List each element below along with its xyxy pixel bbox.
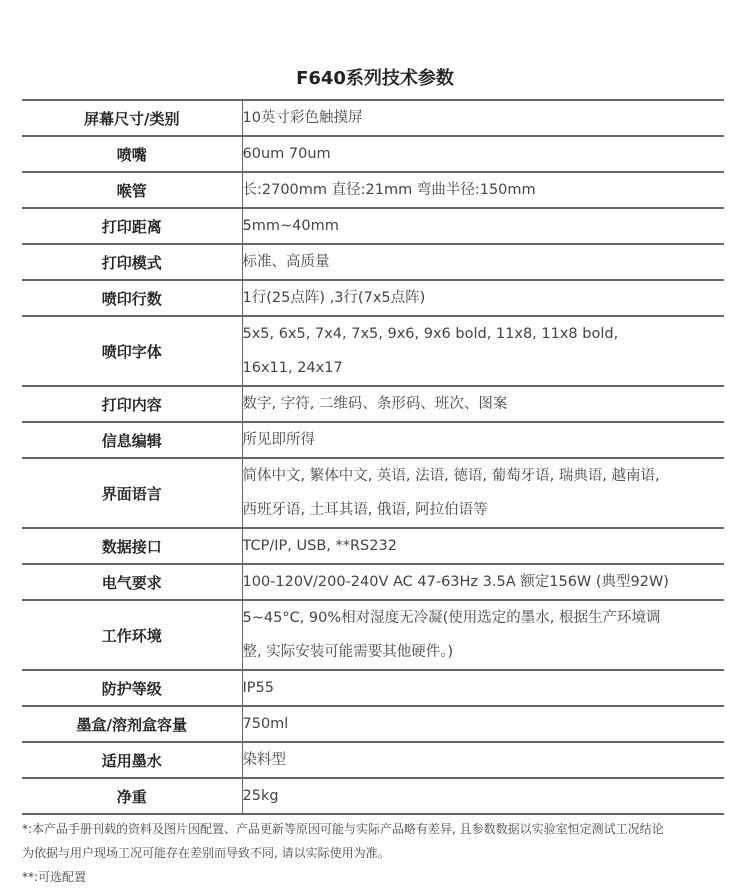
spec-row (22, 100, 724, 136)
spec-value (242, 100, 724, 136)
spec-value (242, 600, 724, 670)
spec-label: 适用墨水 (22, 742, 242, 778)
spec-label: 防护等级 (22, 670, 242, 706)
spec-label: 信息编辑 (22, 422, 242, 458)
spec-value-line: 16x11, 24x17 (242, 360, 343, 376)
spec-value (242, 208, 724, 244)
spec-row (22, 172, 724, 208)
spec-value-line: 5~45°C, 90%相对湿度无冷凝(使用选定的墨水, 根据生产环境调 (242, 610, 661, 626)
footnote-optional: **:可选配置 (22, 870, 87, 884)
spec-value (242, 244, 724, 280)
spec-value-line: IP55 (242, 680, 274, 696)
spec-label: 电气要求 (22, 564, 242, 600)
footnote-disclaimer-line1: *:本产品手册刊载的资料及图片因配置、产品更新等原因可能与实际产品略有差异, 且参数数据以实验室恒定测试工况结论 (22, 822, 664, 836)
footnote-disclaimer-line2: 为依据与用户现场工况可能存在差别而导致不同, 请以实际使用为准。 (22, 846, 390, 860)
spec-value-line: 长:2700mm 直径:21mm 弯曲半径:150mm (242, 182, 536, 198)
spec-value-line: 60um 70um (242, 146, 331, 162)
spec-value-line: 所见即所得 (242, 432, 315, 448)
spec-value (242, 172, 724, 208)
spec-label: 工作环境 (22, 600, 242, 670)
spec-label: 界面语言 (22, 458, 242, 528)
spec-label: 喷印行数 (22, 280, 242, 316)
spec-value-line: 100-120V/200-240V AC 47-63Hz 3.5A 额定156W (典型92W) (242, 574, 669, 590)
spec-row (22, 706, 724, 742)
spec-value-line: 整, 实际安装可能需要其他硬件。) (242, 644, 454, 660)
page-title: F640系列技术参数 (296, 68, 454, 89)
spec-value-line: 750ml (242, 716, 289, 732)
spec-row (22, 742, 724, 778)
spec-value (242, 706, 724, 742)
spec-row (22, 136, 724, 172)
spec-label: 数据接口 (22, 528, 242, 564)
spec-value-line: 1行(25点阵) ,3行(7x5点阵) (242, 290, 426, 306)
spec-row (22, 422, 724, 458)
spec-row (22, 458, 724, 528)
spec-row (22, 600, 724, 670)
spec-label: 喷印字体 (22, 316, 242, 386)
spec-row (22, 670, 724, 706)
spec-value-line: 25kg (242, 788, 279, 804)
spec-row (22, 778, 724, 814)
spec-value-line: 标准、高质量 (242, 254, 330, 270)
spec-value (242, 564, 724, 600)
spec-row (22, 528, 724, 564)
spec-label: 打印距离 (22, 208, 242, 244)
spec-value (242, 742, 724, 778)
spec-label: 墨盒/溶剂盒容量 (22, 706, 242, 742)
spec-value (242, 136, 724, 172)
spec-value-line: TCP/IP, USB, **RS232 (242, 538, 397, 554)
spec-value (242, 386, 724, 422)
spec-label: 打印模式 (22, 244, 242, 280)
spec-value (242, 778, 724, 814)
spec-value (242, 280, 724, 316)
spec-value (242, 422, 724, 458)
footnotes (22, 817, 727, 889)
spec-label: 喷嘴 (22, 136, 242, 172)
spec-value (242, 670, 724, 706)
spec-value-line: 西班牙语, 土耳其语, 俄语, 阿拉伯语等 (242, 502, 488, 518)
spec-value-line: 5x5, 6x5, 7x4, 7x5, 9x6, 9x6 bold, 11x8, 11x8 bold, (242, 326, 619, 342)
spec-row (22, 564, 724, 600)
spec-value-line: 简体中文, 繁体中文, 英语, 法语, 德语, 葡萄牙语, 瑞典语, 越南语, (242, 468, 660, 484)
spec-value-line: 数字, 字符, 二维码、条形码、班次、图案 (242, 396, 508, 412)
spec-label: 打印内容 (22, 386, 242, 422)
spec-value (242, 316, 724, 386)
spec-label: 喉管 (22, 172, 242, 208)
spec-value-line: 10英寸彩色触摸屏 (242, 110, 363, 126)
spec-row (22, 280, 724, 316)
spec-row (22, 316, 724, 386)
spec-value-line: 染料型 (242, 752, 286, 768)
spec-table (22, 99, 724, 815)
spec-value-line: 5mm~40mm (242, 218, 339, 234)
spec-value (242, 528, 724, 564)
spec-table-body (22, 100, 724, 814)
spec-row (22, 386, 724, 422)
spec-row (22, 208, 724, 244)
spec-value (242, 458, 724, 528)
spec-label: 净重 (22, 778, 242, 814)
spec-row (22, 244, 724, 280)
spec-label: 屏幕尺寸/类别 (22, 100, 242, 136)
